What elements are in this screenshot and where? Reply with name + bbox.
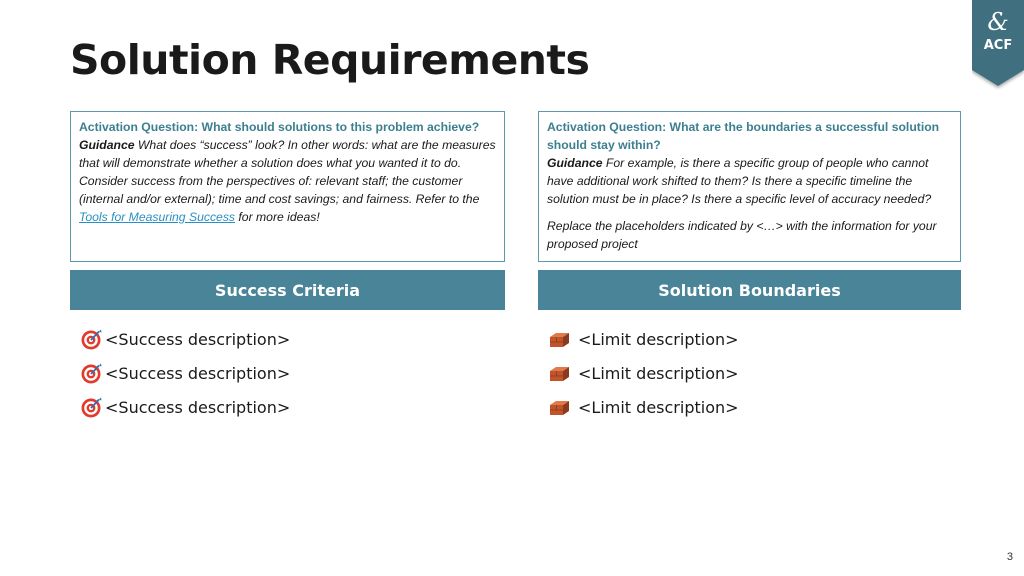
solution-boundaries-list bbox=[548, 322, 739, 424]
target-icon bbox=[80, 328, 102, 350]
list-item[interactable] bbox=[80, 322, 290, 356]
logo-ampersand: & bbox=[987, 8, 1009, 36]
target-icon bbox=[80, 362, 102, 384]
success-criteria-list bbox=[80, 322, 290, 424]
list-item[interactable] bbox=[548, 356, 739, 390]
guidance-text bbox=[79, 136, 496, 226]
limit-description: <Limit description> bbox=[578, 397, 739, 417]
list-item[interactable] bbox=[80, 390, 290, 424]
guidance-label: Guidance bbox=[547, 156, 603, 170]
success-criteria-header: Success Criteria bbox=[70, 270, 505, 310]
guidance-tail: for more ideas! bbox=[235, 210, 320, 224]
success-description: <Success description> bbox=[105, 397, 291, 417]
activation-question: Activation Question: What are the boundaries a successful solution should stay within? bbox=[547, 120, 940, 152]
logo-text: ACF bbox=[983, 38, 1013, 53]
list-item[interactable] bbox=[548, 322, 739, 356]
guidance-body: What does “success” look? In other words: what are the measures that will demonstrate whether a solution does what you wanted it to do. Consider success from the perspectives of: relevant staff; the customer (internal and/or external); time and cost savings; and fairness. Refer to the bbox=[79, 138, 496, 206]
guidance-body: For example, is there a specific group of people who cannot have additional work shifted to them? Is there a specific timeline the solution must be in place? Is there a specific level of accuracy needed? bbox=[547, 156, 932, 206]
page-number: 3 bbox=[1006, 551, 1013, 563]
limit-description: <Limit description> bbox=[578, 363, 739, 383]
activation-box-success bbox=[70, 111, 505, 262]
success-description: <Success description> bbox=[105, 329, 291, 349]
activation-question: Activation Question: What should solutions to this problem achieve? bbox=[79, 120, 480, 134]
guidance-label: Guidance bbox=[79, 138, 135, 152]
target-icon bbox=[80, 396, 102, 418]
guidance-text bbox=[547, 154, 952, 208]
list-item[interactable] bbox=[80, 356, 290, 390]
acf-logo bbox=[972, 0, 1024, 90]
list-item[interactable] bbox=[548, 390, 739, 424]
activation-box-boundaries bbox=[538, 111, 961, 262]
brick-icon bbox=[548, 396, 570, 418]
page-title: Solution Requirements bbox=[70, 36, 590, 84]
tools-for-measuring-success-link[interactable]: Tools for Measuring Success bbox=[79, 210, 236, 224]
success-description: <Success description> bbox=[105, 363, 291, 383]
brick-icon bbox=[548, 328, 570, 350]
limit-description: <Limit description> bbox=[578, 329, 739, 349]
placeholder-instructions: Replace the placeholders indicated by <…> with the information for your proposed project bbox=[547, 219, 937, 251]
solution-boundaries-header: Solution Boundaries bbox=[538, 270, 961, 310]
brick-icon bbox=[548, 362, 570, 384]
